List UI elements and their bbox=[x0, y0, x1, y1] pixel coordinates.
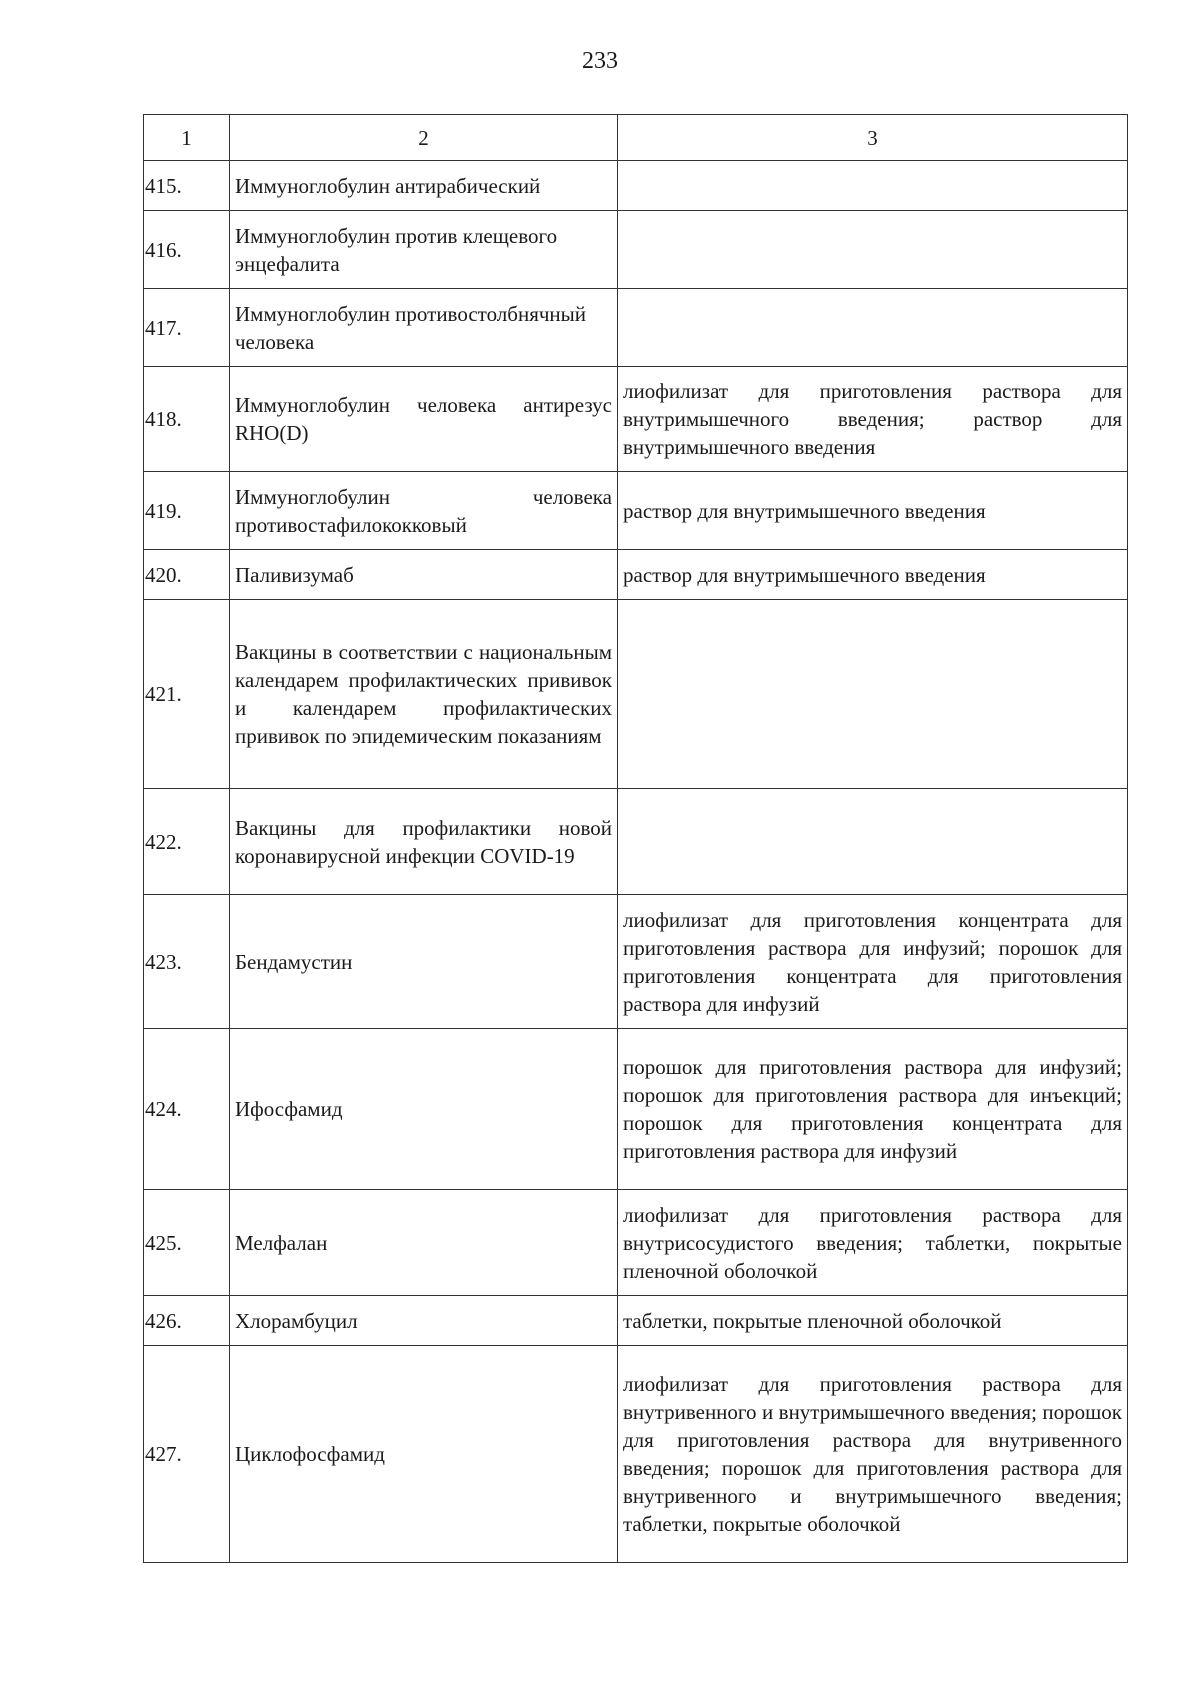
drug-name: Хлорамбуцил bbox=[230, 1296, 618, 1346]
table-row bbox=[144, 161, 1128, 211]
column-header-3: 3 bbox=[618, 115, 1128, 161]
drug-name: Иммуноглобулин человека антирезус RHO(D) bbox=[230, 367, 618, 472]
row-number: 417. bbox=[144, 289, 230, 367]
table-row bbox=[144, 211, 1128, 289]
dosage-form: раствор для внутримышечного введения bbox=[618, 472, 1128, 550]
table-row bbox=[144, 472, 1128, 550]
drug-name: Иммуноглобулин противостолбнячный человека bbox=[230, 289, 618, 367]
dosage-form: раствор для внутримышечного введения bbox=[618, 550, 1128, 600]
table-row bbox=[144, 289, 1128, 367]
row-number: 426. bbox=[144, 1296, 230, 1346]
dosage-form bbox=[618, 161, 1128, 211]
dosage-form bbox=[618, 600, 1128, 789]
dosage-form: лиофилизат для приготовления раствора для внутримышечного введения; раствор для внутримышечного введения bbox=[618, 367, 1128, 472]
drug-name: Ифосфамид bbox=[230, 1029, 618, 1190]
column-header-2: 2 bbox=[230, 115, 618, 161]
drug-name: Мелфалан bbox=[230, 1190, 618, 1296]
table-row bbox=[144, 367, 1128, 472]
page-number: 233 bbox=[582, 48, 618, 74]
row-number: 418. bbox=[144, 367, 230, 472]
row-number: 415. bbox=[144, 161, 230, 211]
dosage-form bbox=[618, 289, 1128, 367]
dosage-form: порошок для приготовления раствора для инфузий; порошок для приготовления раствора для инъекций; порошок для приготовления концентрата для приготовления раствора для инфузий bbox=[618, 1029, 1128, 1190]
dosage-form bbox=[618, 789, 1128, 895]
drug-name: Иммуноглобулин человека противостафилококковый bbox=[230, 472, 618, 550]
drug-name: Иммуноглобулин против клещевого энцефалита bbox=[230, 211, 618, 289]
row-number: 423. bbox=[144, 895, 230, 1029]
drug-name: Бендамустин bbox=[230, 895, 618, 1029]
drug-name: Циклофосфамид bbox=[230, 1346, 618, 1563]
table-row bbox=[144, 1029, 1128, 1190]
row-number: 421. bbox=[144, 600, 230, 789]
table-header-row bbox=[144, 115, 1128, 161]
table-row bbox=[144, 1346, 1128, 1563]
drug-name: Иммуноглобулин антирабический bbox=[230, 161, 618, 211]
drug-name: Вакцины для профилактики новой коронавирусной инфекции COVID-19 bbox=[230, 789, 618, 895]
drug-name: Паливизумаб bbox=[230, 550, 618, 600]
dosage-form: лиофилизат для приготовления раствора для внутрисосудистого введения; таблетки, покрытые пленочной оболочкой bbox=[618, 1190, 1128, 1296]
row-number: 419. bbox=[144, 472, 230, 550]
drug-name: Вакцины в соответствии с национальным календарем профилактических прививок и календарем профилактических прививок по эпидемическим показаниям bbox=[230, 600, 618, 789]
row-number: 424. bbox=[144, 1029, 230, 1190]
table-row bbox=[144, 550, 1128, 600]
drug-table bbox=[143, 114, 1128, 1563]
row-number: 416. bbox=[144, 211, 230, 289]
dosage-form: таблетки, покрытые пленочной оболочкой bbox=[618, 1296, 1128, 1346]
row-number: 425. bbox=[144, 1190, 230, 1296]
dosage-form bbox=[618, 211, 1128, 289]
table-row bbox=[144, 1190, 1128, 1296]
dosage-form: лиофилизат для приготовления раствора для внутривенного и внутримышечного введения; порошок для приготовления раствора для внутривенного введения; порошок для приготовления раствора для внутривенного и внутримышечного введения; таблетки, покрытые оболочкой bbox=[618, 1346, 1128, 1563]
table-row bbox=[144, 789, 1128, 895]
column-header-1: 1 bbox=[144, 115, 230, 161]
table-row bbox=[144, 600, 1128, 789]
dosage-form: лиофилизат для приготовления концентрата для приготовления раствора для инфузий; порошок для приготовления концентрата для приготовления раствора для инфузий bbox=[618, 895, 1128, 1029]
table-row bbox=[144, 1296, 1128, 1346]
table-row bbox=[144, 895, 1128, 1029]
row-number: 427. bbox=[144, 1346, 230, 1563]
row-number: 420. bbox=[144, 550, 230, 600]
row-number: 422. bbox=[144, 789, 230, 895]
